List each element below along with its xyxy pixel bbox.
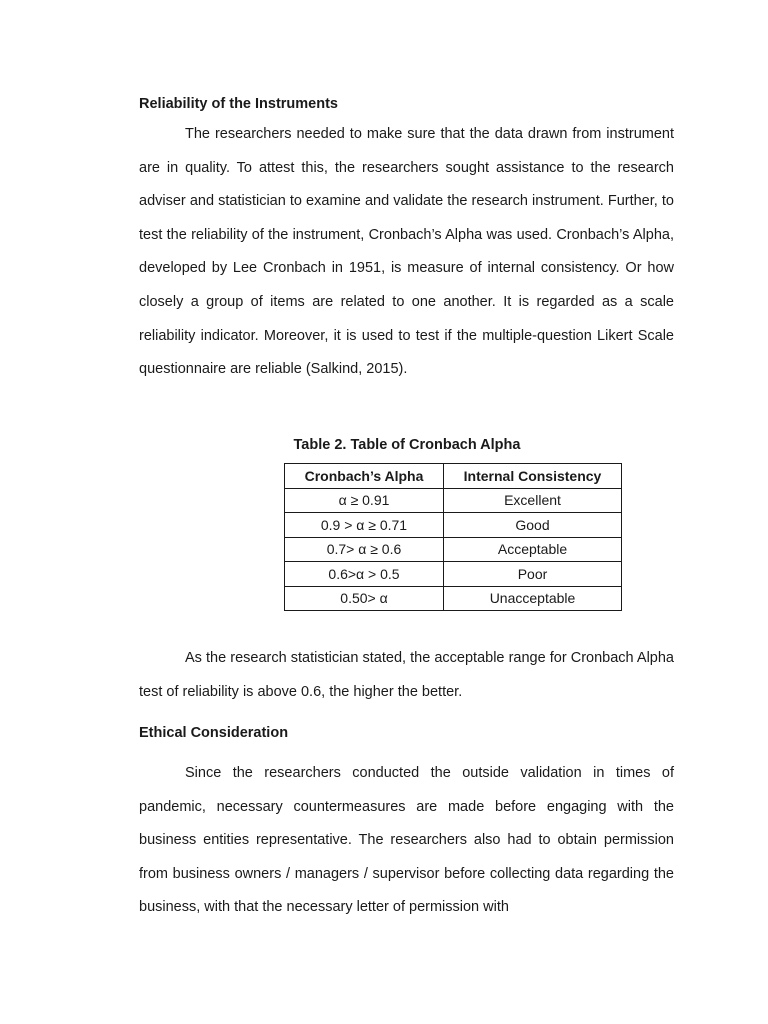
- alpha-range-cell: 0.50> α: [285, 586, 444, 611]
- table-row: [285, 537, 622, 562]
- alpha-range-cell: α ≥ 0.91: [285, 488, 444, 513]
- cronbach-alpha-table: [284, 463, 622, 611]
- consistency-cell: Excellent: [444, 488, 622, 513]
- consistency-cell: Acceptable: [444, 537, 622, 562]
- column-header-cronbach-alpha: Cronbach’s Alpha: [285, 464, 444, 489]
- consistency-cell: Unacceptable: [444, 586, 622, 611]
- column-header-internal-consistency: Internal Consistency: [444, 464, 622, 489]
- consistency-cell: Poor: [444, 562, 622, 587]
- table-row: [285, 513, 622, 538]
- section-heading-ethical: Ethical Consideration: [139, 725, 289, 741]
- paragraph-reliability: The researchers needed to make sure that the data drawn from instrument are in quality. To attest this, the researchers sought assistance to the research adviser and statistician to examine and validate the research instrument. Further, to test the reliability of the instrument, Cronbach’s Alpha was used. Cronbach’s Alpha, developed by Lee Cronbach in 1951, is measure of internal consistency. Or how closely a group of items are related to one another. It is regarded as a scale reliability indicator. Moreover, it is used to test if the multiple-question Likert Scale questionnaire are reliable (Salkind, 2015).: [139, 126, 674, 378]
- table-row: [285, 562, 622, 587]
- table-header-row: [285, 464, 622, 489]
- consistency-cell: Good: [444, 513, 622, 538]
- alpha-range-cell: 0.9 > α ≥ 0.71: [285, 513, 444, 538]
- paragraph-ethical: Since the researchers conducted the outside validation in times of pandemic, necessary countermeasures are made before engaging with the business entities representative. The researchers also had to obtain permission from business owners / managers / supervisor before collecting data regarding the business, with that the necessary letter of permission with: [139, 765, 674, 916]
- paragraph-acceptable-range: As the research statistician stated, the acceptable range for Cronbach Alpha test of reliability is above 0.6, the higher the better.: [139, 650, 674, 700]
- alpha-range-cell: 0.7> α ≥ 0.6: [285, 537, 444, 562]
- alpha-range-cell: 0.6>α > 0.5: [285, 562, 444, 587]
- table-row: [285, 488, 622, 513]
- table-caption: Table 2. Table of Cronbach Alpha: [293, 437, 521, 453]
- table-row: [285, 586, 622, 611]
- section-heading-reliability: Reliability of the Instruments: [139, 96, 338, 112]
